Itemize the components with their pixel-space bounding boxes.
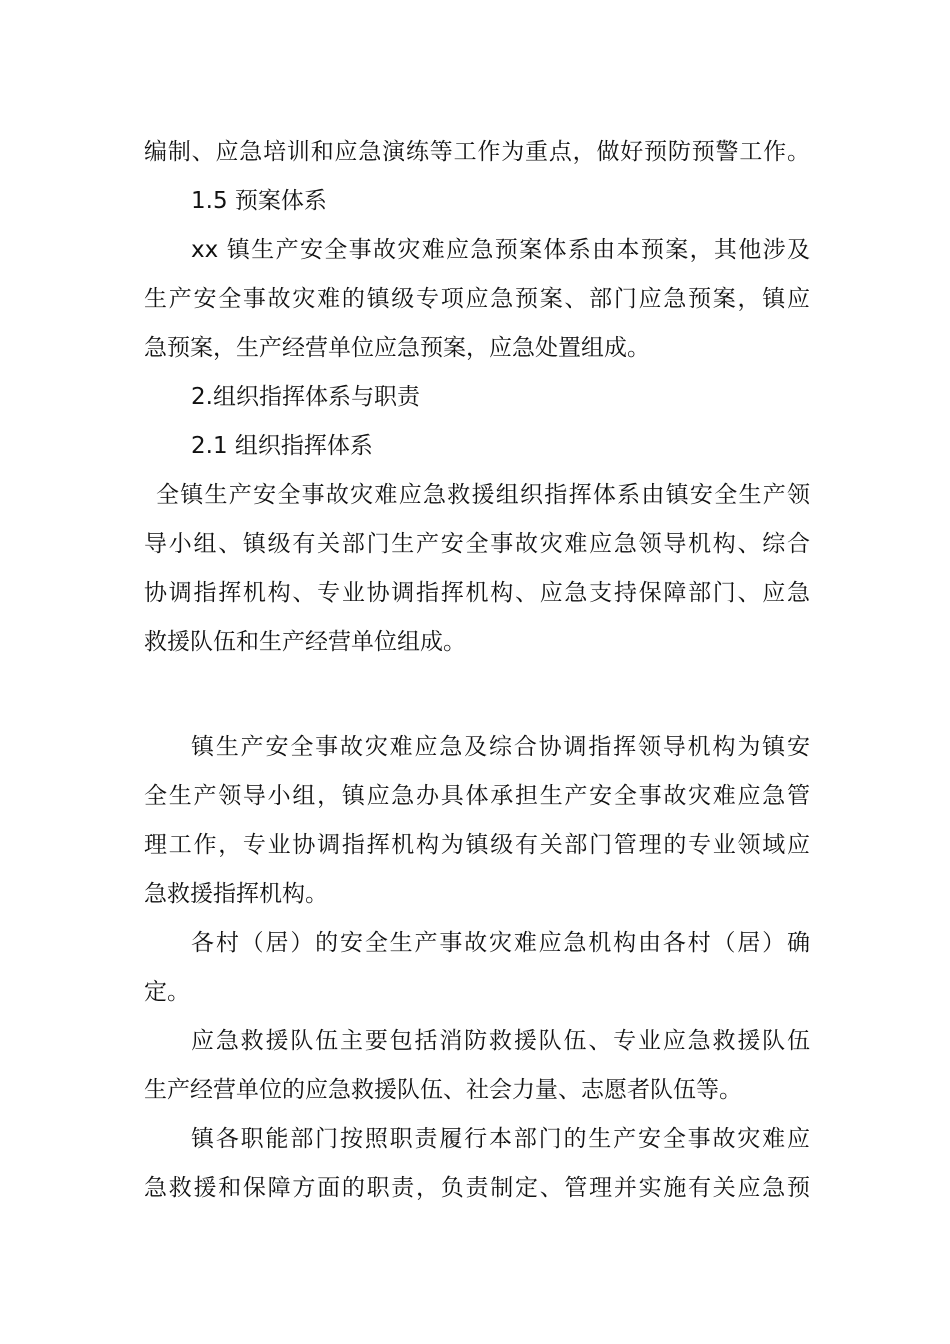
- paragraph-line: 定。: [144, 979, 190, 1005]
- paragraph-line: 协调指挥机构、专业协调指挥机构、应急支持保障部门、应急: [144, 580, 810, 606]
- paragraph-line: 理工作，专业协调指挥机构为镇级有关部门管理的专业领域应: [144, 832, 810, 858]
- paragraph-line: 镇各职能部门按照职责履行本部门的生产安全事故灾难应: [191, 1126, 810, 1152]
- text-section-bottom: [144, 723, 810, 1213]
- paragraph-line: 编制、应急培训和应急演练等工作为重点，做好预防预警工作。: [144, 139, 810, 165]
- paragraph-line: 全镇生产安全事故灾难应急救援组织指挥体系由镇安全生产领: [156, 482, 810, 508]
- paragraph-line: 镇生产安全事故灾难应急及综合协调指挥领导机构为镇安: [191, 734, 810, 760]
- paragraph-line: xx 镇生产安全事故灾难应急预案体系由本预案，其他涉及: [191, 237, 810, 263]
- paragraph-line: 生产经营单位的应急救援队伍、社会力量、志愿者队伍等。: [144, 1077, 742, 1103]
- paragraph-line: 急救援指挥机构。: [144, 881, 328, 907]
- section-heading-2: 2.组织指挥体系与职责: [191, 384, 420, 410]
- paragraph-line: 急预案，生产经营单位应急预案，应急处置组成。: [144, 335, 650, 361]
- text-section-top: [144, 128, 810, 667]
- paragraph-line: 急救援和保障方面的职责，负责制定、管理并实施有关应急预: [144, 1175, 810, 1201]
- section-heading-1-5: 1.5 预案体系: [191, 188, 327, 214]
- paragraph-line: 救援队伍和生产经营单位组成。: [144, 629, 466, 655]
- section-heading-2-1: 2.1 组织指挥体系: [191, 433, 373, 459]
- paragraph-line: 导小组、镇级有关部门生产安全事故灾难应急领导机构、综合: [144, 531, 810, 557]
- paragraph-line: 生产安全事故灾难的镇级专项应急预案、部门应急预案，镇应: [144, 286, 810, 312]
- paragraph-line: 全生产领导小组，镇应急办具体承担生产安全事故灾难应急管: [144, 783, 810, 809]
- paragraph-line: 应急救援队伍主要包括消防救援队伍、专业应急救援队伍: [191, 1028, 810, 1054]
- paragraph-line: 各村（居）的安全生产事故灾难应急机构由各村（居）确: [191, 930, 810, 956]
